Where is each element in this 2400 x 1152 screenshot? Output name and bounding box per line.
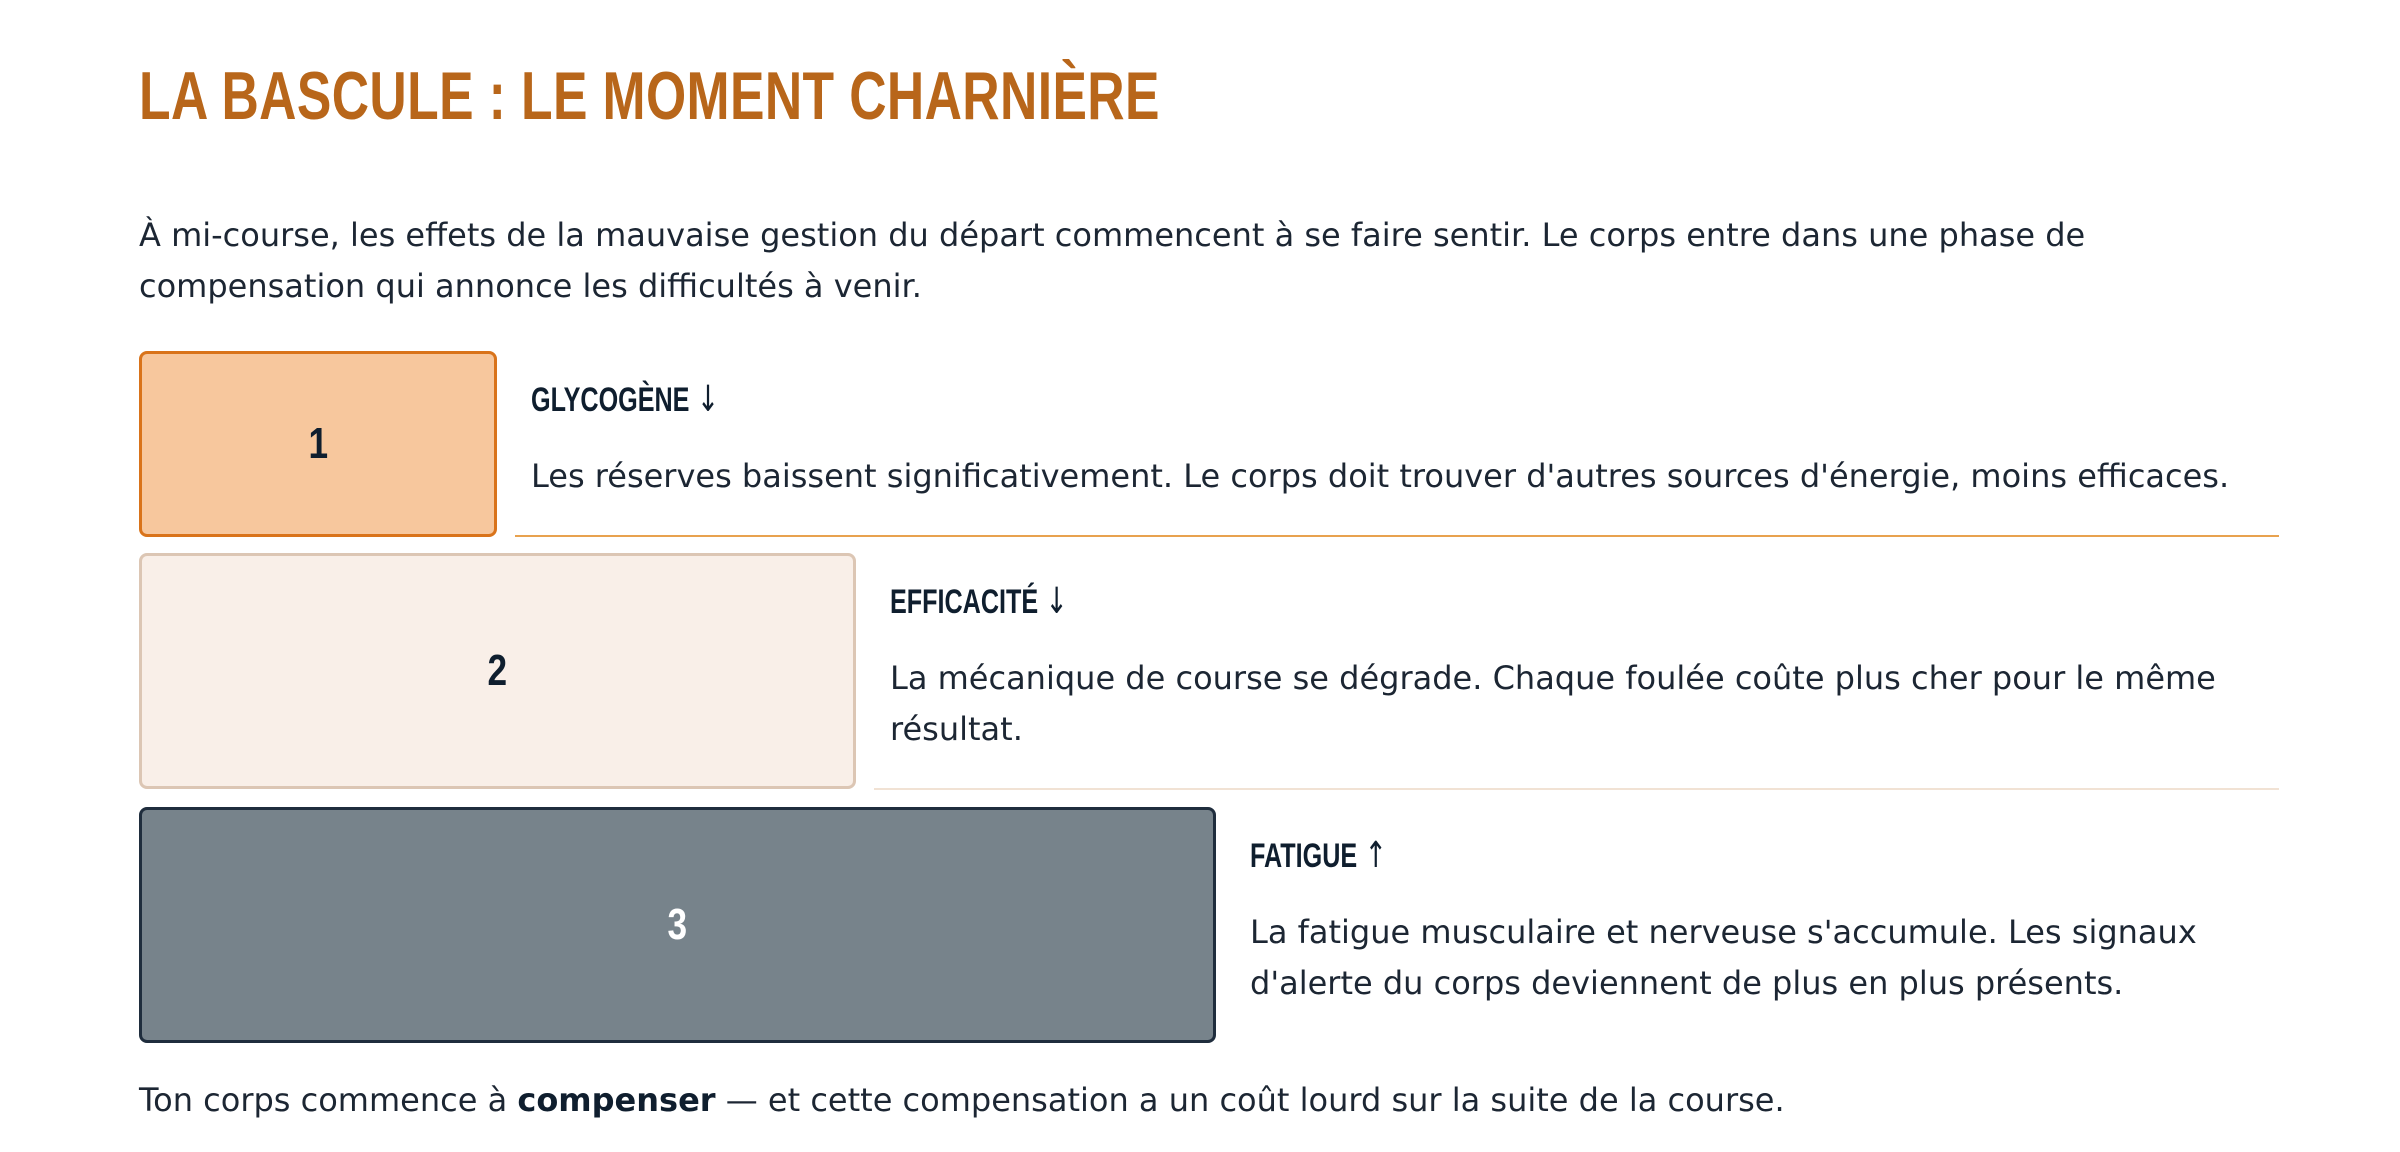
footer-paragraph (139, 1075, 1785, 1126)
stage-title-text: GLYCOGÈNE (531, 381, 690, 419)
stage-number-box (139, 553, 856, 789)
stage-description: Les réserves baissent significativement. Le corps doit trouver d'autres sources d'énergie, moins efficaces. (531, 457, 2230, 495)
stage-title (1250, 835, 1387, 876)
stage-info (890, 553, 2280, 789)
stage-number: 2 (487, 646, 508, 695)
stage-number-box (139, 351, 497, 537)
stage-row-fatigue (139, 807, 2279, 1043)
stage-number: 3 (667, 900, 688, 949)
footer-emphasis: compenser (517, 1081, 716, 1119)
stage-description: La mécanique de course se dégrade. Chaque foulée coûte plus cher pour le même résultat. (890, 659, 2216, 748)
stage-description: La fatigue musculaire et nerveuse s'accumule. Les signaux d'alerte du corps deviennent de plus en plus présents. (1250, 913, 2197, 1002)
page-title: LA BASCULE : LE MOMENT CHARNIÈRE (139, 58, 1160, 134)
stage-row-glycogene (139, 351, 2279, 537)
arrow-down-icon: ↓ (1045, 581, 1068, 622)
intro-paragraph: À mi-course, les effets de la mauvaise gestion du départ commencent à se faire sentir. Le corps entre dans une phase de compensation qui annonce les difficultés à venir. (139, 216, 2086, 305)
stage-number: 1 (308, 419, 328, 468)
stage-title-text: FATIGUE (1250, 837, 1358, 875)
footer-prefix: Ton corps commence à (139, 1081, 518, 1119)
stage-number-box (139, 807, 1216, 1043)
arrow-down-icon: ↓ (696, 379, 720, 420)
arrow-up-icon: ↑ (1364, 835, 1387, 876)
stage-info (1250, 807, 2279, 1043)
stage-separator (874, 788, 2279, 790)
stage-title-text: EFFICACITÉ (890, 583, 1039, 621)
stage-row-efficacite (139, 553, 2279, 789)
stage-title (890, 581, 1068, 622)
footer-suffix: — et cette compensation a un coût lourd sur la suite de la course. (715, 1081, 1785, 1119)
stage-info (531, 351, 2279, 537)
stage-title (531, 379, 719, 420)
stage-separator (515, 535, 2279, 537)
